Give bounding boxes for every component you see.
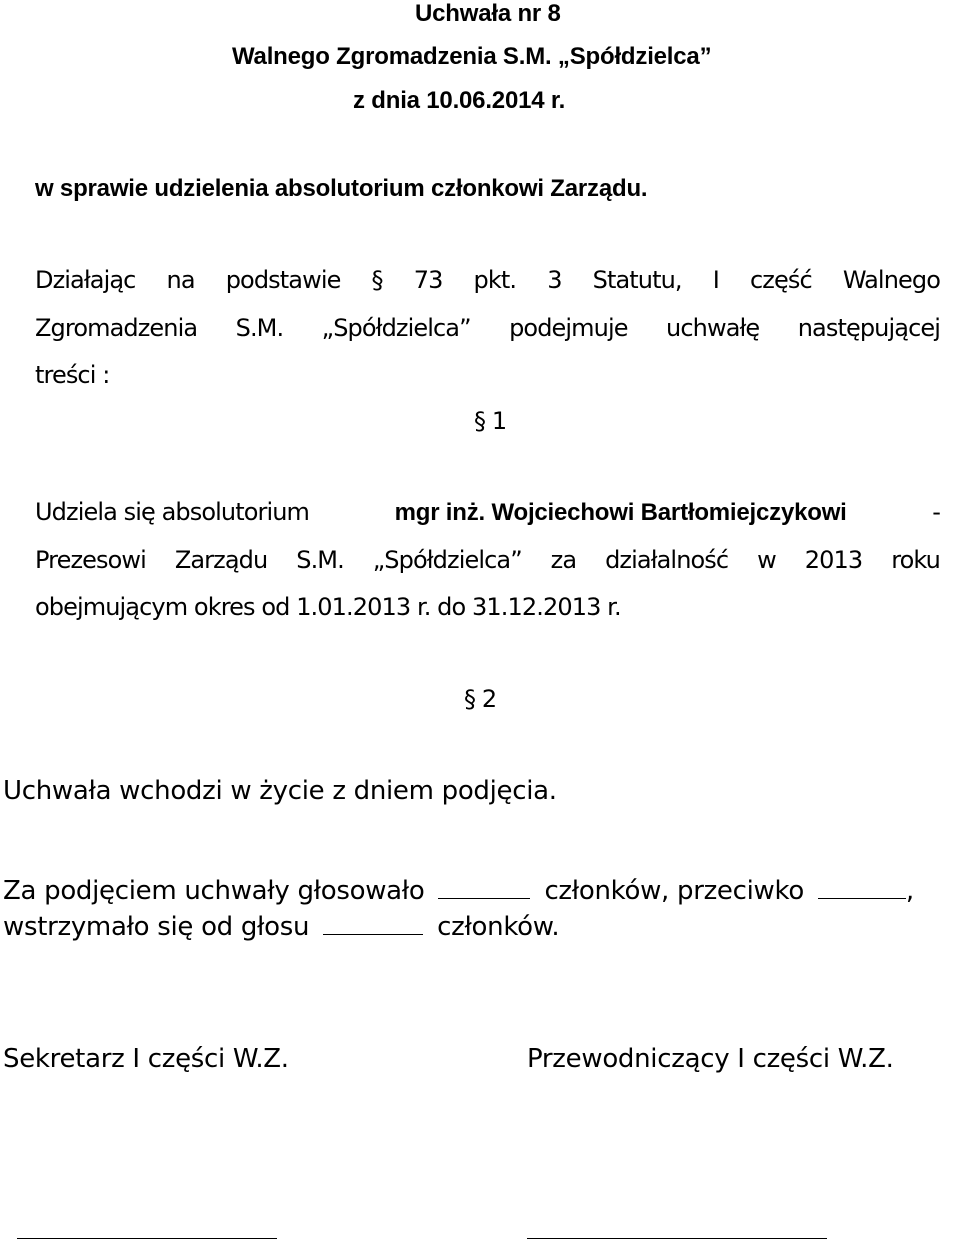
voting-line-2 bbox=[3, 912, 559, 942]
votes-abstain-blank bbox=[323, 916, 423, 935]
section-1-heading: § 1 bbox=[474, 407, 507, 435]
abstain-label: wstrzymało się od głosu bbox=[3, 912, 310, 942]
chairman-label: Przewodniczący I części W.Z. bbox=[527, 1044, 894, 1074]
intro-line-3: treści : bbox=[35, 361, 110, 389]
chairman-signature-line bbox=[527, 1238, 827, 1239]
secretary-signature-line bbox=[17, 1238, 277, 1239]
resolution-number: Uchwała nr 8 bbox=[415, 0, 561, 27]
section-1-line-3: obejmującym okres od 1.01.2013 r. do 31.12.2013 r. bbox=[35, 593, 621, 621]
recipient-name: mgr inż. Wojciechowi Bartłomiejczykowi bbox=[394, 499, 847, 526]
voting-for-label: Za podjęciem uchwały głosowało bbox=[3, 876, 425, 906]
secretary-label: Sekretarz I części W.Z. bbox=[3, 1044, 289, 1074]
intro-line-1: Działając na podstawie § 73 pkt. 3 Statutu, I część Walnego bbox=[35, 266, 940, 294]
resolution-subject: w sprawie udzielenia absolutorium członkowi Zarządu. bbox=[35, 175, 648, 202]
votes-against-blank bbox=[818, 880, 906, 899]
assembly-name: Walnego Zgromadzenia S.M. „Spółdzielca” bbox=[232, 43, 712, 70]
members-label: członków. bbox=[437, 912, 560, 942]
dash: - bbox=[932, 498, 940, 526]
section-2-heading: § 2 bbox=[464, 685, 497, 713]
resolution-date: z dnia 10.06.2014 r. bbox=[353, 87, 566, 114]
votes-for-blank bbox=[438, 880, 530, 899]
intro-line-2: Zgromadzenia S.M. „Spółdzielca” podejmuje uchwałę następującej bbox=[35, 314, 940, 342]
comma: , bbox=[905, 876, 914, 906]
section-1-line-2: Prezesowi Zarządu S.M. „Spółdzielca” za działalność w 2013 roku bbox=[35, 546, 940, 574]
section-2-text: Uchwała wchodzi w życie z dniem podjęcia. bbox=[3, 776, 557, 806]
voting-line-1 bbox=[3, 876, 914, 906]
section-1-intro-text: Udziela się absolutorium bbox=[35, 498, 310, 526]
voting-against-label: członków, przeciwko bbox=[544, 876, 804, 906]
section-1-line-1 bbox=[35, 498, 940, 527]
